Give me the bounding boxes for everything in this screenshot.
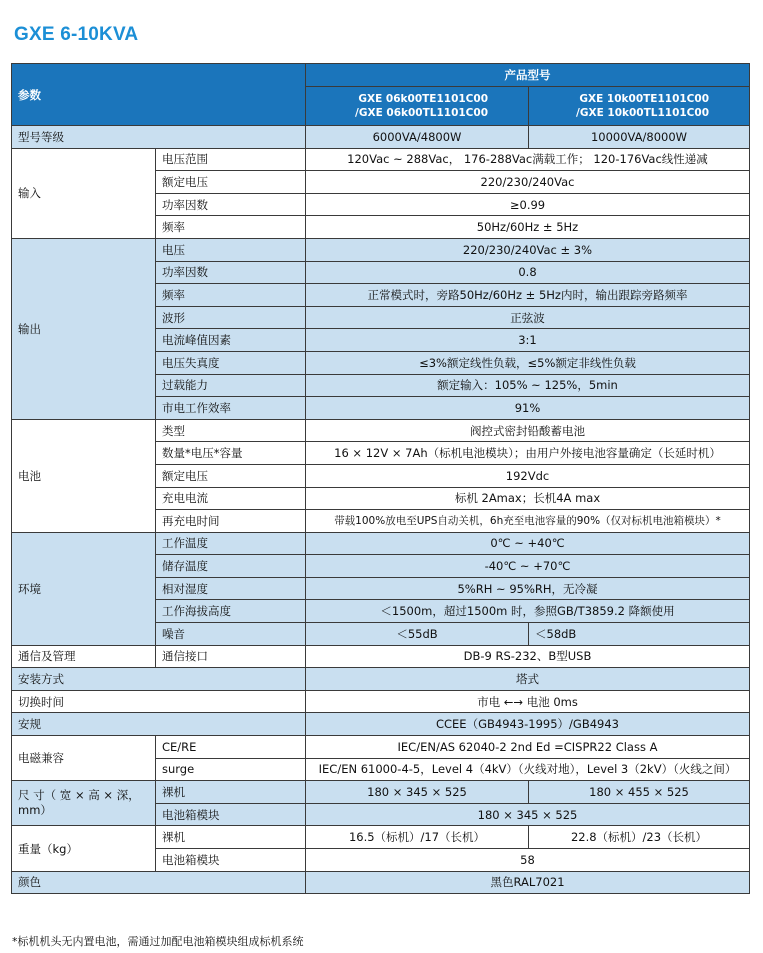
rating-label: 型号等级 xyxy=(12,126,306,149)
output-row-value: 正常模式时，旁路50Hz/60Hz ± 5Hz内时，输出跟踪旁路频率 xyxy=(306,284,750,307)
env-noise-a: ＜55dB xyxy=(306,623,529,646)
battery-group-label: 电池 xyxy=(12,419,156,532)
weight-box-name: 电池箱模块 xyxy=(156,849,306,872)
input-row-value: 220/230/240Vac xyxy=(306,171,750,194)
size-label-line2: mm） xyxy=(18,803,52,818)
model-b-line1: GXE 10k00TE1101C00 xyxy=(579,93,709,105)
weight-bare-a: 16.5（标机）/17（长机） xyxy=(306,826,529,849)
env-row-value: 5%RH ~ 95%RH，无冷凝 xyxy=(306,577,750,600)
emc-row-value: IEC/EN 61000-4-5，Level 4（4kV）（火线对地），Level 3（2kV）（火线之间） xyxy=(306,758,750,781)
model-b-header xyxy=(529,87,750,126)
env-row-name: 工作海拔高度 xyxy=(156,600,306,623)
env-row-name: 工作温度 xyxy=(156,532,306,555)
output-group-label: 输出 xyxy=(12,238,156,419)
size-box-name: 电池箱模块 xyxy=(156,803,306,826)
output-row-value: 0.8 xyxy=(306,261,750,284)
param-header: 参数 xyxy=(12,64,306,126)
input-row-value: 120Vac ~ 288Vac， 176-288Vac满载工作； 120-176Vac线性递减 xyxy=(306,148,750,171)
safety-label: 安规 xyxy=(12,713,306,736)
switch-label: 切换时间 xyxy=(12,690,306,713)
env-group-label: 环境 xyxy=(12,532,156,645)
weight-bare-name: 裸机 xyxy=(156,826,306,849)
switch-value: 市电 ←→ 电池 0ms xyxy=(306,690,750,713)
battery-row-value: 带载100%放电至UPS自动关机，6h充至电池容量的90%（仅对标机电池箱模块）* xyxy=(306,510,750,533)
env-noise-name: 噪音 xyxy=(156,623,306,646)
output-row-name: 电压 xyxy=(156,238,306,261)
battery-row-name: 充电电流 xyxy=(156,487,306,510)
rating-a: 6000VA/4800W xyxy=(306,126,529,149)
input-row-name: 频率 xyxy=(156,216,306,239)
battery-row-name: 数量*电压*容量 xyxy=(156,442,306,465)
size-box-value: 180 × 345 × 525 xyxy=(306,803,750,826)
env-row-name: 储存温度 xyxy=(156,555,306,578)
env-row-value: 0℃ ~ +40℃ xyxy=(306,532,750,555)
input-row-name: 电压范围 xyxy=(156,148,306,171)
input-row-name: 功率因数 xyxy=(156,193,306,216)
install-label: 安装方式 xyxy=(12,668,306,691)
env-noise-b: ＜58dB xyxy=(529,623,750,646)
env-row-name: 相对湿度 xyxy=(156,577,306,600)
battery-row-name: 再充电时间 xyxy=(156,510,306,533)
size-bare-a: 180 × 345 × 525 xyxy=(306,781,529,804)
weight-bare-b: 22.8（标机）/23（长机） xyxy=(529,826,750,849)
input-row-name: 额定电压 xyxy=(156,171,306,194)
size-group-label xyxy=(12,781,156,826)
size-label-line1: 尺 寸（ 宽 × 高 × 深， xyxy=(18,788,140,803)
input-group-label: 输入 xyxy=(12,148,156,238)
model-b-line2: /GXE 10k00TL1101C00 xyxy=(576,107,709,119)
model-a-line2: /GXE 06k00TL1101C00 xyxy=(355,107,488,119)
env-row-value: ＜1500m，超过1500m 时，参照GB/T3859.2 降额使用 xyxy=(306,600,750,623)
battery-row-name: 额定电压 xyxy=(156,464,306,487)
output-row-value: ≤3%额定线性负载，≤5%额定非线性负载 xyxy=(306,351,750,374)
emc-row-value: IEC/EN/AS 62040-2 2nd Ed =CISPR22 Class A xyxy=(306,736,750,759)
spec-table xyxy=(11,63,750,894)
output-row-name: 电流峰值因素 xyxy=(156,329,306,352)
output-row-value: 220/230/240Vac ± 3% xyxy=(306,238,750,261)
env-row-value: -40℃ ~ +70℃ xyxy=(306,555,750,578)
comm-group-label: 通信及管理 xyxy=(12,645,156,668)
output-row-value: 正弦波 xyxy=(306,306,750,329)
size-bare-name: 裸机 xyxy=(156,781,306,804)
output-row-name: 过载能力 xyxy=(156,374,306,397)
comm-row-value: DB-9 RS-232、B型USB xyxy=(306,645,750,668)
color-value: 黑色RAL7021 xyxy=(306,871,750,894)
battery-row-name: 类型 xyxy=(156,419,306,442)
input-row-value: ≥0.99 xyxy=(306,193,750,216)
model-header: 产品型号 xyxy=(306,64,750,87)
weight-group-label: 重量（kg） xyxy=(12,826,156,871)
emc-group-label: 电磁兼容 xyxy=(12,736,156,781)
size-bare-b: 180 × 455 × 525 xyxy=(529,781,750,804)
model-a-line1: GXE 06k00TE1101C00 xyxy=(358,93,488,105)
model-a-header xyxy=(306,87,529,126)
battery-row-value: 标机 2Amax；长机4A max xyxy=(306,487,750,510)
output-row-name: 频率 xyxy=(156,284,306,307)
output-row-name: 波形 xyxy=(156,306,306,329)
output-row-name: 电压失真度 xyxy=(156,351,306,374)
emc-row-name: surge xyxy=(156,758,306,781)
install-value: 塔式 xyxy=(306,668,750,691)
emc-row-name: CE/RE xyxy=(156,736,306,759)
safety-value: CCEE（GB4943-1995）/GB4943 xyxy=(306,713,750,736)
output-row-value: 3:1 xyxy=(306,329,750,352)
color-label: 颜色 xyxy=(12,871,306,894)
input-row-value: 50Hz/60Hz ± 5Hz xyxy=(306,216,750,239)
battery-row-value: 192Vdc xyxy=(306,464,750,487)
output-row-value: 额定输入：105% ~ 125%，5min xyxy=(306,374,750,397)
footnote: *标机机头无内置电池，需通过加配电池箱模块组成标机系统 xyxy=(12,935,304,948)
battery-row-value: 阀控式密封铅酸蓄电池 xyxy=(306,419,750,442)
battery-row-value: 16 × 12V × 7Ah（标机电池模块）；由用户外接电池容量确定（长延时机） xyxy=(306,442,750,465)
output-row-name: 市电工作效率 xyxy=(156,397,306,420)
comm-row-name: 通信接口 xyxy=(156,645,306,668)
page-title: GXE 6-10KVA xyxy=(14,24,139,45)
output-row-value: 91% xyxy=(306,397,750,420)
output-row-name: 功率因数 xyxy=(156,261,306,284)
weight-box-value: 58 xyxy=(306,849,750,872)
rating-b: 10000VA/8000W xyxy=(529,126,750,149)
